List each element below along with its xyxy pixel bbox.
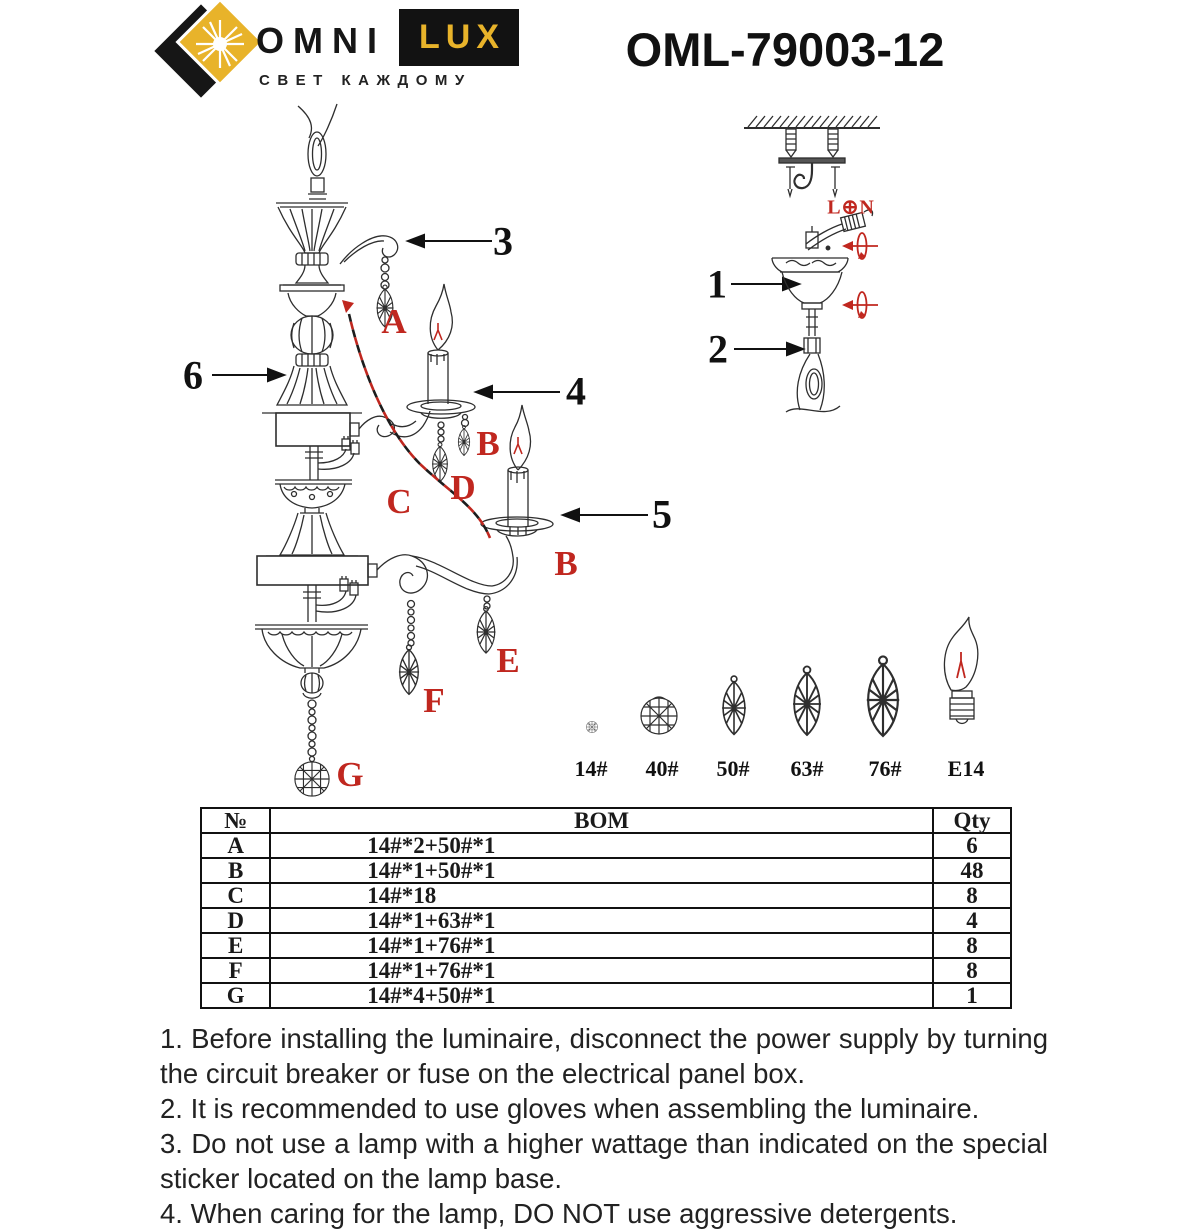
table-row: [201, 933, 1011, 958]
crystal-50-icon: [722, 676, 746, 734]
bom-cell-no: C: [201, 883, 270, 908]
part-label-76: 76#: [868, 756, 902, 781]
callout-g: G: [336, 755, 364, 794]
table-row: [201, 883, 1011, 908]
bom-cell-no: B: [201, 858, 270, 883]
bom-header-qty: Qty: [933, 808, 1011, 833]
bom-header-bom: BOM: [270, 808, 933, 833]
bead-14-icon: [586, 721, 598, 733]
bom-cell-bom: 14#*1+50#*1: [270, 858, 933, 883]
bom-cell-no: E: [201, 933, 270, 958]
bom-cell-bom: 14#*1+63#*1: [270, 908, 933, 933]
part-label-50: 50#: [716, 756, 750, 781]
brand-omni-text: OMNI: [256, 20, 386, 61]
rotation-arrow-icons: [842, 233, 878, 318]
table-row: [201, 833, 1011, 858]
bulb-e14-icon: [944, 617, 977, 724]
bom-header-row: [201, 808, 1011, 833]
table-row: [201, 908, 1011, 933]
callout-b2: B: [554, 544, 578, 583]
callout-b1: B: [476, 424, 500, 463]
model-number: OML-79003-12: [625, 23, 945, 76]
instruction-4: 4. When caring for the lamp, DO NOT use aggressive detergents.: [160, 1197, 958, 1229]
bom-header-no: №: [201, 808, 270, 833]
brand-lux-text: LUX: [419, 18, 505, 56]
crystal-63-icon: [793, 666, 821, 735]
bom-cell-qty: 48: [933, 858, 1011, 883]
callout-2: 2: [708, 326, 728, 372]
callout-1: 1: [707, 261, 727, 307]
callout-f: F: [423, 681, 445, 720]
ceiling-mount-drawing: [744, 116, 880, 412]
bom-cell-no: A: [201, 833, 270, 858]
bom-cell-no: F: [201, 958, 270, 983]
bom-cell-qty: 8: [933, 933, 1011, 958]
callout-a: A: [381, 302, 407, 341]
bom-cell-qty: 8: [933, 958, 1011, 983]
bom-cell-qty: 8: [933, 883, 1011, 908]
crystal-76-icon: [867, 656, 899, 736]
table-row: [201, 983, 1011, 1008]
bom-cell-bom: 14#*1+76#*1: [270, 933, 933, 958]
wiring-ln-label: L⊕N: [827, 196, 875, 219]
callout-c: C: [386, 482, 412, 521]
part-label-14: 14#: [574, 756, 608, 781]
chandelier-drawing: [255, 104, 553, 796]
instruction-2: 2. It is recommended to use gloves when assembling the luminaire.: [160, 1092, 980, 1124]
callout-e: E: [496, 641, 520, 680]
table-row: [201, 858, 1011, 883]
callout-6: 6: [183, 352, 203, 398]
callout-4: 4: [566, 368, 586, 414]
bom-cell-bom: 14#*4+50#*1: [270, 983, 933, 1008]
table-row: [201, 958, 1011, 983]
ball-40-icon: [641, 697, 677, 734]
brand-tagline: СВЕТ КАЖДОМУ: [259, 72, 472, 89]
callout-5: 5: [652, 491, 672, 537]
bom-cell-qty: 4: [933, 908, 1011, 933]
bom-cell-qty: 1: [933, 983, 1011, 1008]
callout-3: 3: [493, 218, 513, 264]
bom-cell-qty: 6: [933, 833, 1011, 858]
bom-table: [200, 807, 1012, 1009]
part-label-40: 40#: [645, 756, 679, 781]
bom-cell-no: D: [201, 908, 270, 933]
part-label-e14: E14: [947, 756, 985, 781]
bom-cell-bom: 14#*1+76#*1: [270, 958, 933, 983]
bom-cell-bom: 14#*2+50#*1: [270, 833, 933, 858]
safety-instructions: [160, 1022, 1048, 1232]
instruction-1: 1. Before installing the luminaire, disconnect the power supply by turning the circuit breaker or fuse on the electrical panel box.: [160, 1023, 1048, 1089]
bom-cell-bom: 14#*18: [270, 883, 933, 908]
instruction-3: 3. Do not use a lamp with a higher wattage than indicated on the special sticker located on the lamp base.: [160, 1127, 1048, 1194]
part-label-63: 63#: [790, 756, 824, 781]
callout-d: D: [450, 468, 476, 507]
bom-cell-no: G: [201, 983, 270, 1008]
parts-size-icons: [586, 617, 978, 736]
